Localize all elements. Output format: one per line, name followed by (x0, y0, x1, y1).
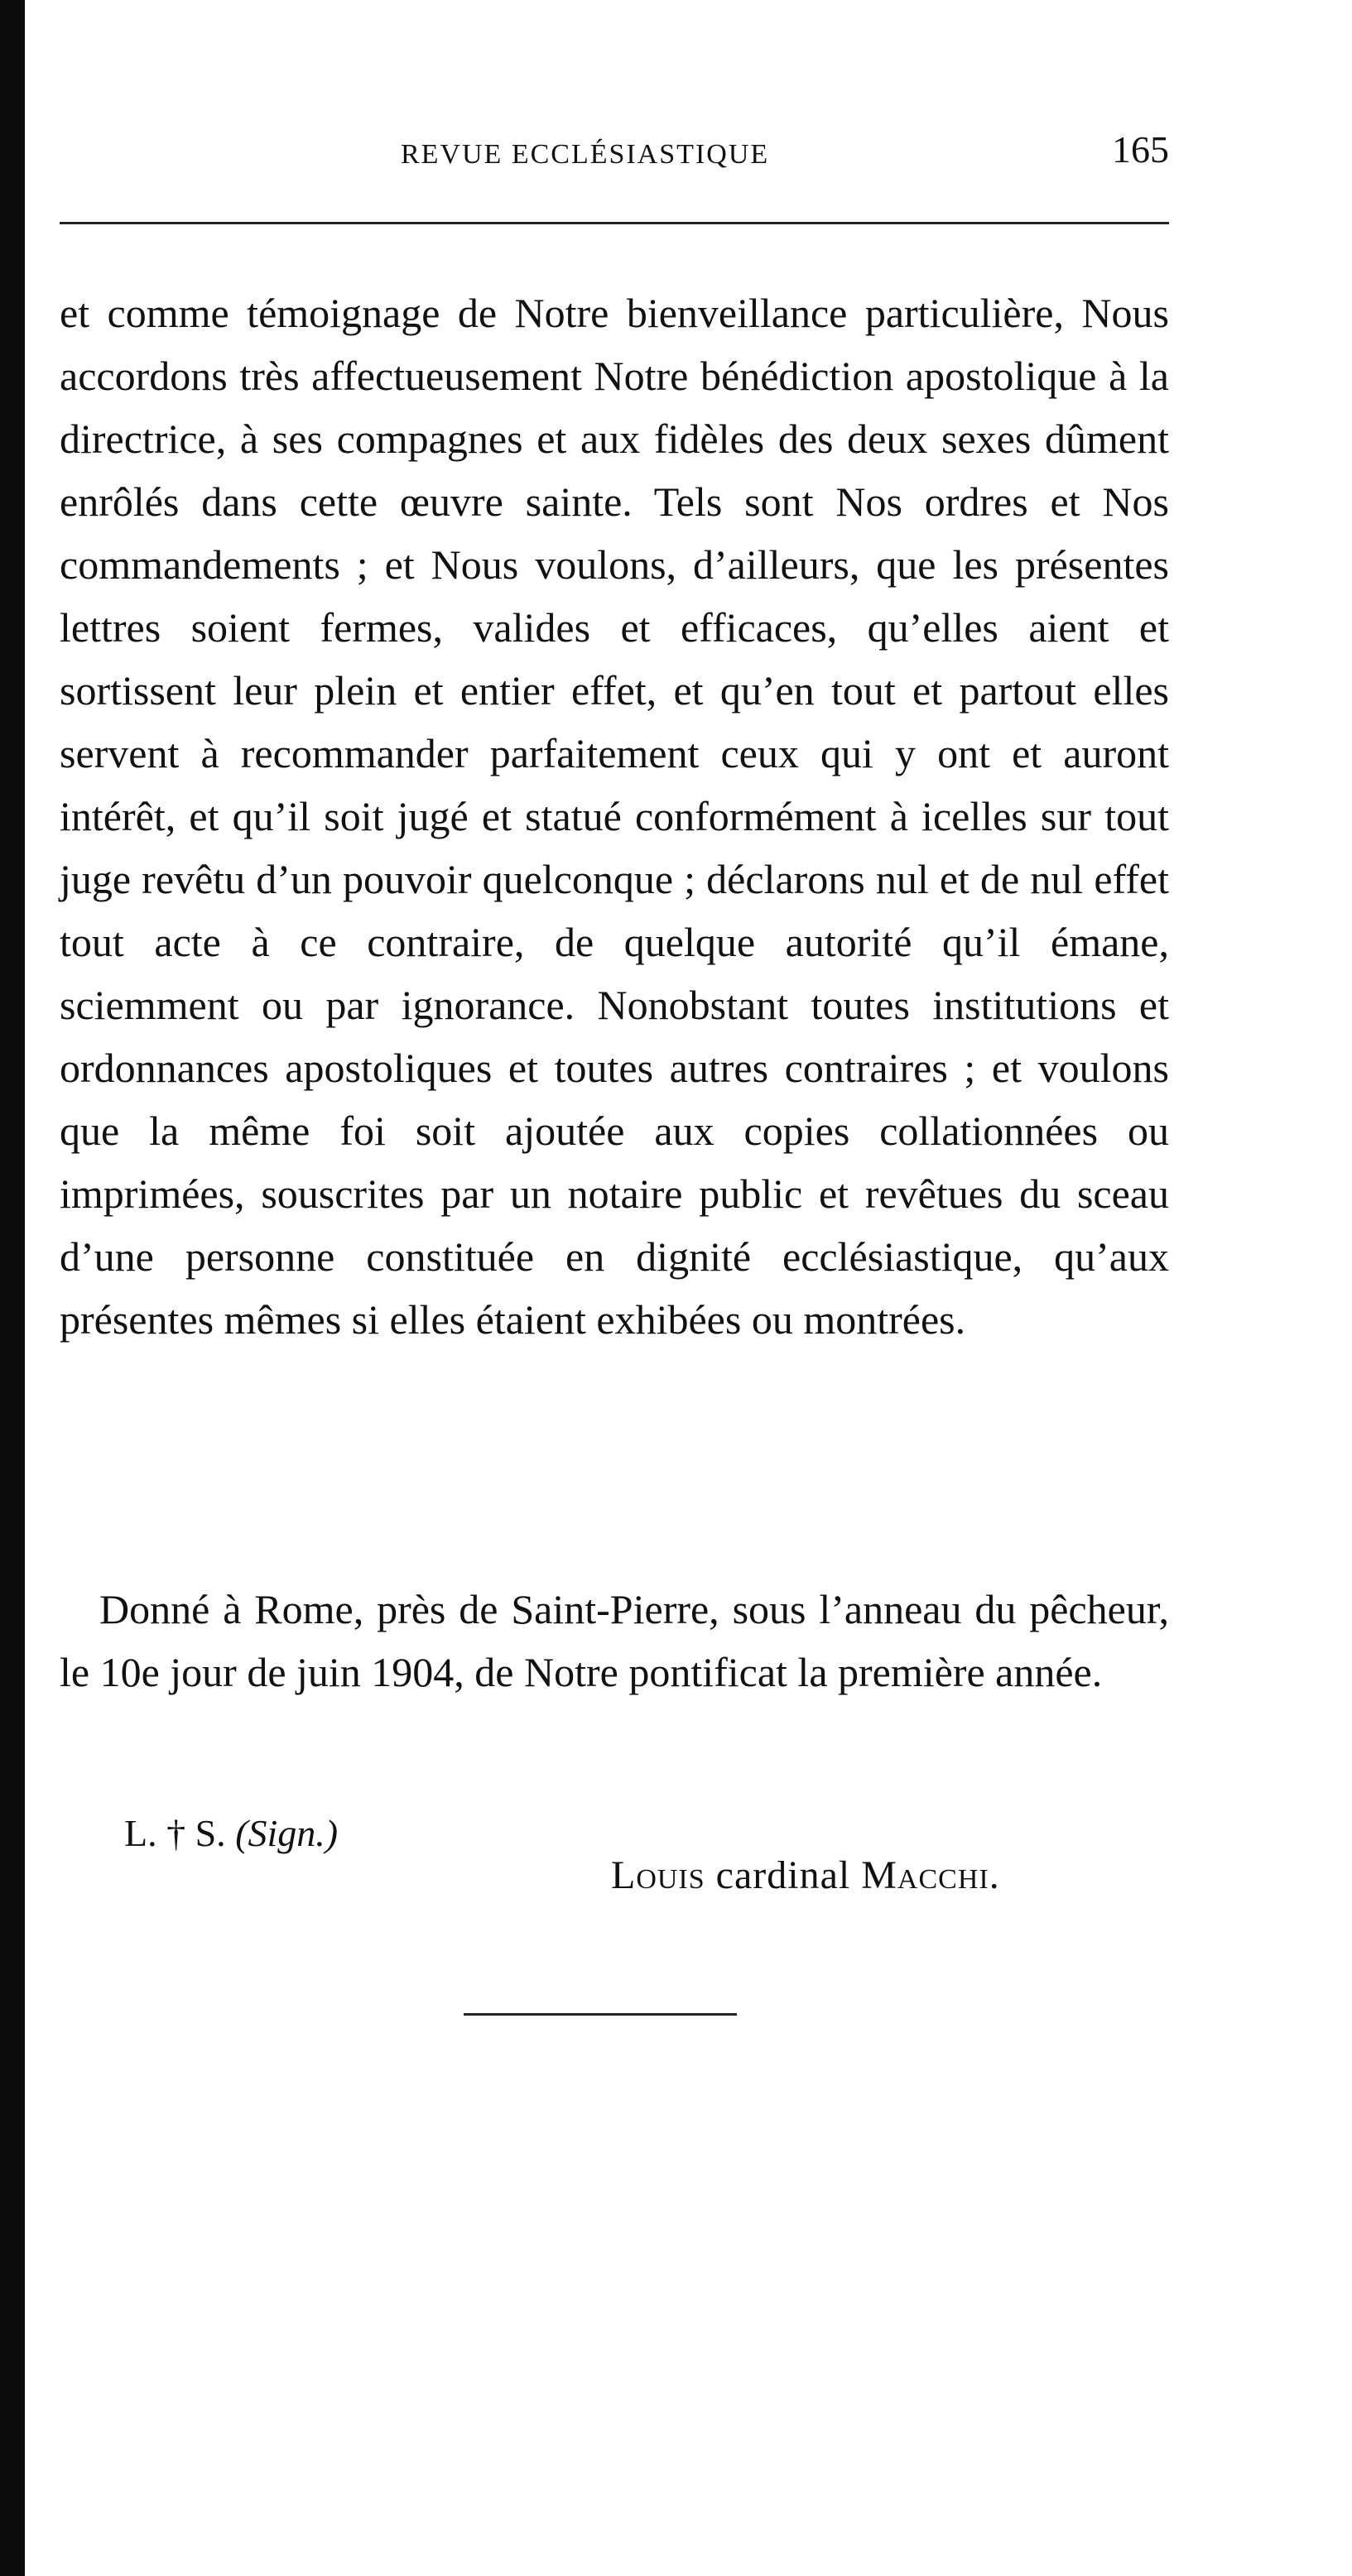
dating-paragraph: Donné à Rome, près de Saint-Pierre, sous l’anneau du pêcheur, le 10e jour de juin 1904, de Notre pontificat la première année. (60, 1586, 1169, 1695)
seal-mark-text: L. † S. (124, 1812, 226, 1854)
closing-rule (464, 2013, 737, 2016)
page-binding-edge (0, 0, 25, 2576)
signatory-title: cardinal (715, 1853, 851, 1897)
running-title: REVUE ECCLÉSIASTIQUE (401, 139, 770, 170)
body-paragraph: et comme témoignage de Notre bienveillance particulière, Nous accordons très affectueusement Notre bénédiction apostolique à la directrice, à ses compagnes et aux fidèles des deux sexes dûment enrôlés dans cette œuvre sainte. Tels sont Nos ordres et Nos commandements ; et Nous voulons, d’ailleurs, que les présentes lettres soient fermes, valides et efficaces, qu’elles aient et sortissent leur plein et entier effet, et qu’en tout et partout elles servent à recommander parfaitement ceux qui y ont et auront intérêt, et qu’il soit jugé et statué conformément à icelles sur tout juge revêtu d’un pouvoir quelconque ; déclarons nul et de nul effet tout acte à ce contraire, de quelque autorité qu’il émane, sciemment ou par ignorance. Nonobstant toutes institutions et ordonnances apostoliques et toutes autres contraires ; et voulons que la même foi soit ajoutée aux copies collationnées ou imprimées, souscrites par un notaire public et revêtues du sceau d’une personne constituée en dignité ecclésiastique, qu’aux présentes mêmes si elles étaient exhibées ou montrées. (60, 290, 1169, 1343)
signatory (611, 1853, 1000, 1898)
signatory-first-name: Louis (611, 1853, 705, 1897)
signatory-surname: Macchi. (861, 1853, 1000, 1897)
sign-note: (Sign.) (235, 1812, 339, 1854)
header-rule (60, 222, 1169, 224)
page-number: 165 (1112, 128, 1169, 171)
page-header (60, 124, 1169, 182)
seal-mark (124, 1811, 338, 1855)
